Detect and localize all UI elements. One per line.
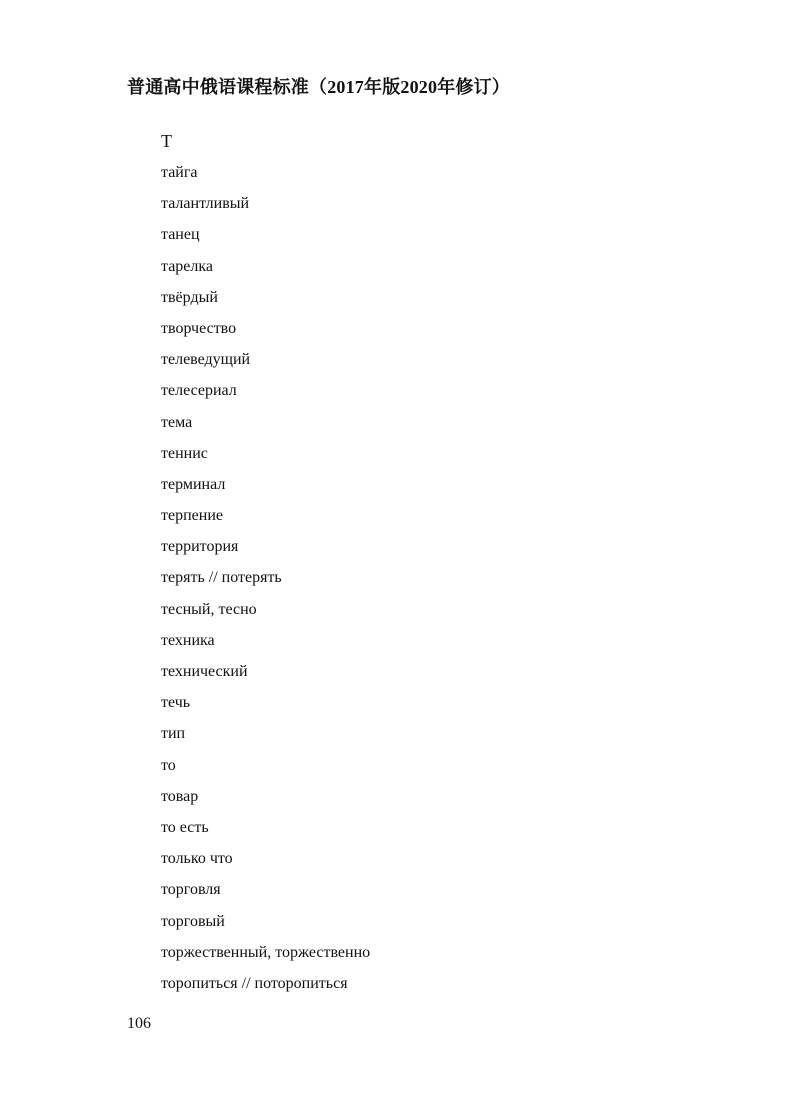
list-item: телеведущий bbox=[161, 351, 251, 369]
list-item: территория bbox=[161, 538, 239, 556]
list-item: тесный, тесно bbox=[161, 600, 257, 618]
section-letter: Т bbox=[161, 131, 172, 151]
page-number: 106 bbox=[127, 1015, 151, 1032]
list-item: течь bbox=[161, 694, 191, 712]
list-item: терпение bbox=[161, 507, 223, 525]
list-item: товар bbox=[161, 787, 199, 805]
list-item: твёрдый bbox=[161, 288, 218, 306]
list-item: тема bbox=[161, 413, 193, 431]
list-item: тайга bbox=[161, 164, 198, 181]
vocabulary-list bbox=[161, 126, 370, 999]
list-item: тип bbox=[161, 725, 186, 743]
list-item: телесериал bbox=[161, 382, 237, 400]
list-item: теннис bbox=[161, 444, 208, 462]
list-item: торговля bbox=[161, 881, 221, 899]
list-item: только что bbox=[161, 850, 233, 868]
list-item: торжественный, торжественно bbox=[161, 943, 371, 961]
list-item: то есть bbox=[161, 818, 209, 836]
list-item: танец bbox=[161, 226, 200, 244]
list-item: тарелка bbox=[161, 257, 214, 275]
list-item: терминал bbox=[161, 475, 226, 493]
list-item: торопиться // поторопиться bbox=[161, 974, 348, 992]
list-item: техника bbox=[161, 631, 215, 649]
list-item: терять // потерять bbox=[161, 569, 282, 587]
list-item: талантливый bbox=[161, 195, 250, 213]
list-item: творчество bbox=[161, 319, 237, 337]
list-item: торговый bbox=[161, 912, 225, 930]
list-item: то bbox=[161, 756, 176, 774]
list-item: технический bbox=[161, 663, 248, 680]
page-header-title: 普通高中俄语课程标准（2017年版2020年修订） bbox=[127, 77, 510, 97]
